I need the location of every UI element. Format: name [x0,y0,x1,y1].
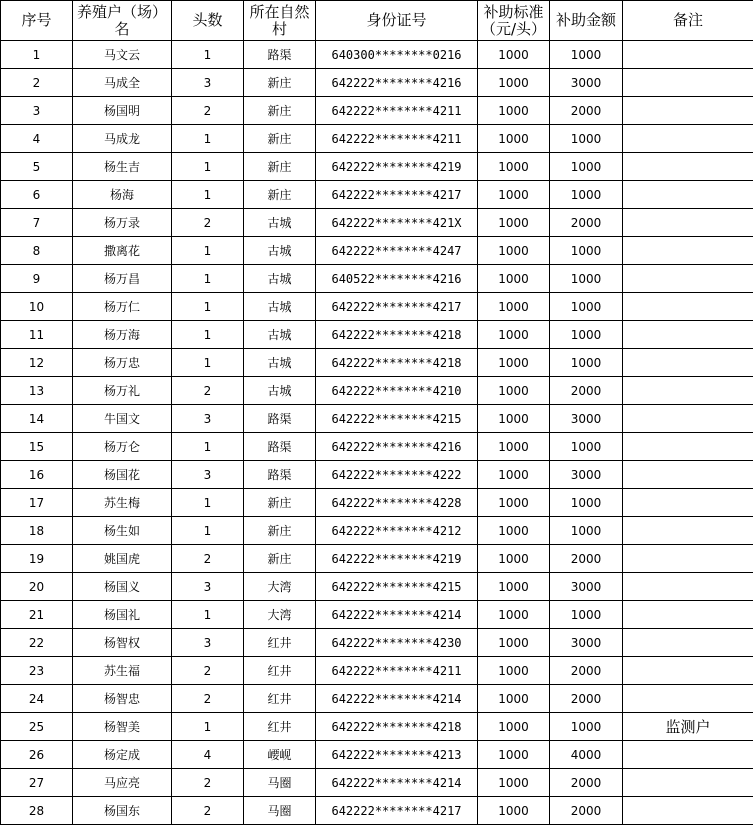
cell-seq: 28 [1,797,73,825]
cell-name: 杨智美 [73,713,172,741]
cell-heads: 1 [172,181,244,209]
cell-village: 古城 [244,321,316,349]
table-row [1,209,753,237]
cell-note [623,629,753,657]
table-row [1,685,753,713]
cell-name: 马成全 [73,69,172,97]
cell-heads: 2 [172,657,244,685]
cell-amount: 1000 [550,489,623,517]
cell-standard: 1000 [478,685,550,713]
cell-note [623,573,753,601]
table-row [1,181,753,209]
cell-id-number: 642222********4211 [316,97,478,125]
cell-village: 路渠 [244,41,316,69]
cell-village: 新庄 [244,97,316,125]
cell-village: 红井 [244,657,316,685]
cell-amount: 1000 [550,713,623,741]
cell-note [623,293,753,321]
cell-standard: 1000 [478,41,550,69]
cell-heads: 1 [172,349,244,377]
table-row [1,797,753,825]
cell-village: 马圈 [244,769,316,797]
cell-note [623,489,753,517]
table-row [1,601,753,629]
cell-heads: 2 [172,685,244,713]
cell-heads: 2 [172,769,244,797]
cell-note [623,209,753,237]
cell-seq: 5 [1,153,73,181]
cell-seq: 13 [1,377,73,405]
cell-heads: 3 [172,629,244,657]
cell-name: 杨生如 [73,517,172,545]
cell-village: 路渠 [244,433,316,461]
cell-seq: 12 [1,349,73,377]
cell-heads: 1 [172,321,244,349]
cell-village: 新庄 [244,489,316,517]
cell-heads: 2 [172,209,244,237]
cell-village: 古城 [244,237,316,265]
cell-village: 红井 [244,685,316,713]
cell-standard: 1000 [478,349,550,377]
cell-heads: 3 [172,461,244,489]
cell-amount: 2000 [550,377,623,405]
cell-name: 杨定成 [73,741,172,769]
cell-note [623,405,753,433]
cell-seq: 22 [1,629,73,657]
cell-name: 苏生梅 [73,489,172,517]
cell-name: 撒离花 [73,237,172,265]
table-row [1,237,753,265]
cell-name: 杨万礼 [73,377,172,405]
cell-amount: 2000 [550,209,623,237]
cell-village: 新庄 [244,69,316,97]
cell-id-number: 642222********4216 [316,433,478,461]
cell-heads: 1 [172,601,244,629]
cell-seq: 26 [1,741,73,769]
cell-amount: 3000 [550,69,623,97]
cell-name: 姚国虎 [73,545,172,573]
cell-id-number: 642222********4215 [316,573,478,601]
cell-note [623,657,753,685]
cell-note [623,265,753,293]
cell-id-number: 642222********4218 [316,349,478,377]
cell-village: 新庄 [244,517,316,545]
cell-heads: 3 [172,405,244,433]
table-row [1,769,753,797]
cell-village: 路渠 [244,405,316,433]
cell-note [623,377,753,405]
table-row [1,349,753,377]
cell-id-number: 642222********4219 [316,545,478,573]
cell-standard: 1000 [478,69,550,97]
cell-heads: 3 [172,573,244,601]
cell-amount: 3000 [550,573,623,601]
cell-id-number: 642222********4217 [316,181,478,209]
cell-amount: 2000 [550,797,623,825]
cell-seq: 6 [1,181,73,209]
cell-id-number: 642222********4216 [316,69,478,97]
cell-id-number: 642222********4214 [316,601,478,629]
cell-heads: 1 [172,433,244,461]
cell-name: 马文云 [73,41,172,69]
cell-id-number: 640522********4216 [316,265,478,293]
table-row [1,433,753,461]
cell-name: 杨海 [73,181,172,209]
cell-amount: 1000 [550,601,623,629]
header-row [1,1,753,41]
cell-id-number: 642222********4247 [316,237,478,265]
cell-heads: 1 [172,237,244,265]
cell-seq: 4 [1,125,73,153]
cell-seq: 18 [1,517,73,545]
cell-note [623,601,753,629]
table-row [1,741,753,769]
header-note: 备注 [623,1,753,41]
cell-standard: 1000 [478,545,550,573]
cell-id-number: 642222********4218 [316,713,478,741]
cell-seq: 16 [1,461,73,489]
cell-id-number: 642222********4210 [316,377,478,405]
cell-seq: 24 [1,685,73,713]
cell-name: 杨国明 [73,97,172,125]
cell-id-number: 642222********4217 [316,293,478,321]
cell-id-number: 642222********4214 [316,685,478,713]
cell-note [623,741,753,769]
cell-amount: 1000 [550,265,623,293]
cell-standard: 1000 [478,489,550,517]
cell-seq: 7 [1,209,73,237]
cell-standard: 1000 [478,237,550,265]
cell-note [623,41,753,69]
cell-village: 古城 [244,265,316,293]
cell-note [623,769,753,797]
cell-name: 杨万海 [73,321,172,349]
cell-heads: 1 [172,713,244,741]
cell-village: 新庄 [244,181,316,209]
cell-name: 马成龙 [73,125,172,153]
cell-name: 杨万忠 [73,349,172,377]
cell-standard: 1000 [478,181,550,209]
cell-village: 新庄 [244,153,316,181]
cell-heads: 2 [172,97,244,125]
header-seq: 序号 [1,1,73,41]
header-name: 养殖户（场）名 [73,1,172,41]
cell-standard: 1000 [478,769,550,797]
cell-seq: 25 [1,713,73,741]
table-row [1,97,753,125]
cell-id-number: 642222********4212 [316,517,478,545]
table-row [1,545,753,573]
cell-name: 杨万仁 [73,293,172,321]
cell-note [623,181,753,209]
cell-heads: 2 [172,545,244,573]
cell-id-number: 642222********4217 [316,797,478,825]
table-row [1,41,753,69]
cell-amount: 1000 [550,41,623,69]
cell-heads: 3 [172,69,244,97]
cell-id-number: 642222********4215 [316,405,478,433]
cell-note [623,461,753,489]
table-row [1,517,753,545]
cell-amount: 1000 [550,517,623,545]
cell-note: 监测户 [623,713,753,741]
cell-village: 大湾 [244,601,316,629]
cell-note [623,153,753,181]
cell-name: 杨国花 [73,461,172,489]
cell-village: 红井 [244,629,316,657]
cell-village: 路渠 [244,461,316,489]
cell-amount: 2000 [550,545,623,573]
cell-standard: 1000 [478,461,550,489]
cell-id-number: 640300********0216 [316,41,478,69]
table-row [1,377,753,405]
table-row [1,405,753,433]
cell-seq: 21 [1,601,73,629]
cell-seq: 9 [1,265,73,293]
cell-heads: 4 [172,741,244,769]
cell-standard: 1000 [478,293,550,321]
cell-standard: 1000 [478,433,550,461]
cell-seq: 19 [1,545,73,573]
cell-amount: 2000 [550,685,623,713]
cell-note [623,797,753,825]
cell-standard: 1000 [478,573,550,601]
cell-note [623,97,753,125]
header-id: 身份证号 [316,1,478,41]
cell-standard: 1000 [478,601,550,629]
cell-standard: 1000 [478,797,550,825]
header-heads: 头数 [172,1,244,41]
table-row [1,321,753,349]
cell-standard: 1000 [478,405,550,433]
header-standard: 补助标准（元/头） [478,1,550,41]
cell-amount: 1000 [550,237,623,265]
cell-amount: 2000 [550,97,623,125]
cell-note [623,125,753,153]
cell-seq: 27 [1,769,73,797]
cell-id-number: 642222********4214 [316,769,478,797]
cell-village: 古城 [244,293,316,321]
table-row [1,125,753,153]
table-row [1,461,753,489]
cell-id-number: 642222********4211 [316,125,478,153]
cell-name: 牛国文 [73,405,172,433]
table-row [1,69,753,97]
cell-note [623,69,753,97]
cell-seq: 8 [1,237,73,265]
cell-amount: 1000 [550,433,623,461]
cell-id-number: 642222********4213 [316,741,478,769]
cell-amount: 2000 [550,657,623,685]
cell-standard: 1000 [478,657,550,685]
table-row [1,629,753,657]
cell-seq: 10 [1,293,73,321]
cell-name: 苏生福 [73,657,172,685]
cell-amount: 1000 [550,181,623,209]
cell-name: 杨生吉 [73,153,172,181]
cell-name: 杨万仑 [73,433,172,461]
cell-id-number: 642222********4211 [316,657,478,685]
cell-standard: 1000 [478,125,550,153]
cell-amount: 1000 [550,293,623,321]
cell-note [623,517,753,545]
cell-heads: 1 [172,489,244,517]
cell-village: 古城 [244,377,316,405]
cell-standard: 1000 [478,153,550,181]
cell-seq: 1 [1,41,73,69]
cell-name: 杨智忠 [73,685,172,713]
cell-name: 杨国义 [73,573,172,601]
cell-standard: 1000 [478,629,550,657]
cell-amount: 1000 [550,125,623,153]
cell-standard: 1000 [478,321,550,349]
cell-name: 马应亮 [73,769,172,797]
cell-standard: 1000 [478,377,550,405]
cell-id-number: 642222********4230 [316,629,478,657]
cell-id-number: 642222********4222 [316,461,478,489]
cell-heads: 1 [172,265,244,293]
header-amount: 补助金额 [550,1,623,41]
cell-id-number: 642222********421X [316,209,478,237]
cell-seq: 15 [1,433,73,461]
cell-amount: 1000 [550,153,623,181]
cell-seq: 2 [1,69,73,97]
cell-standard: 1000 [478,713,550,741]
cell-seq: 3 [1,97,73,125]
cell-name: 杨智权 [73,629,172,657]
cell-name: 杨万昌 [73,265,172,293]
cell-name: 杨国东 [73,797,172,825]
cell-heads: 1 [172,125,244,153]
table-row [1,573,753,601]
cell-village: 崾岘 [244,741,316,769]
cell-standard: 1000 [478,209,550,237]
cell-village: 大湾 [244,573,316,601]
cell-seq: 20 [1,573,73,601]
cell-village: 红井 [244,713,316,741]
header-village: 所在自然村 [244,1,316,41]
cell-amount: 1000 [550,321,623,349]
cell-village: 古城 [244,349,316,377]
cell-village: 古城 [244,209,316,237]
cell-amount: 3000 [550,405,623,433]
cell-standard: 1000 [478,741,550,769]
table-row [1,265,753,293]
table-row [1,489,753,517]
cell-note [623,433,753,461]
cell-note [623,321,753,349]
cell-heads: 2 [172,797,244,825]
cell-amount: 2000 [550,769,623,797]
cell-heads: 1 [172,41,244,69]
cell-note [623,237,753,265]
cell-heads: 1 [172,153,244,181]
cell-id-number: 642222********4218 [316,321,478,349]
cell-standard: 1000 [478,265,550,293]
cell-seq: 17 [1,489,73,517]
cell-id-number: 642222********4228 [316,489,478,517]
cell-seq: 11 [1,321,73,349]
cell-name: 杨万录 [73,209,172,237]
cell-standard: 1000 [478,517,550,545]
table-row [1,657,753,685]
cell-amount: 1000 [550,349,623,377]
cell-heads: 2 [172,377,244,405]
cell-village: 马圈 [244,797,316,825]
cell-village: 新庄 [244,545,316,573]
cell-note [623,349,753,377]
table-row [1,713,753,741]
cell-amount: 4000 [550,741,623,769]
cell-standard: 1000 [478,97,550,125]
cell-note [623,685,753,713]
table-row [1,153,753,181]
cell-note [623,545,753,573]
table-body [1,41,753,825]
cell-heads: 1 [172,517,244,545]
cell-seq: 23 [1,657,73,685]
cell-seq: 14 [1,405,73,433]
cell-amount: 3000 [550,461,623,489]
cell-id-number: 642222********4219 [316,153,478,181]
cell-heads: 1 [172,293,244,321]
cell-name: 杨国礼 [73,601,172,629]
cell-amount: 3000 [550,629,623,657]
table-row [1,293,753,321]
cell-village: 新庄 [244,125,316,153]
